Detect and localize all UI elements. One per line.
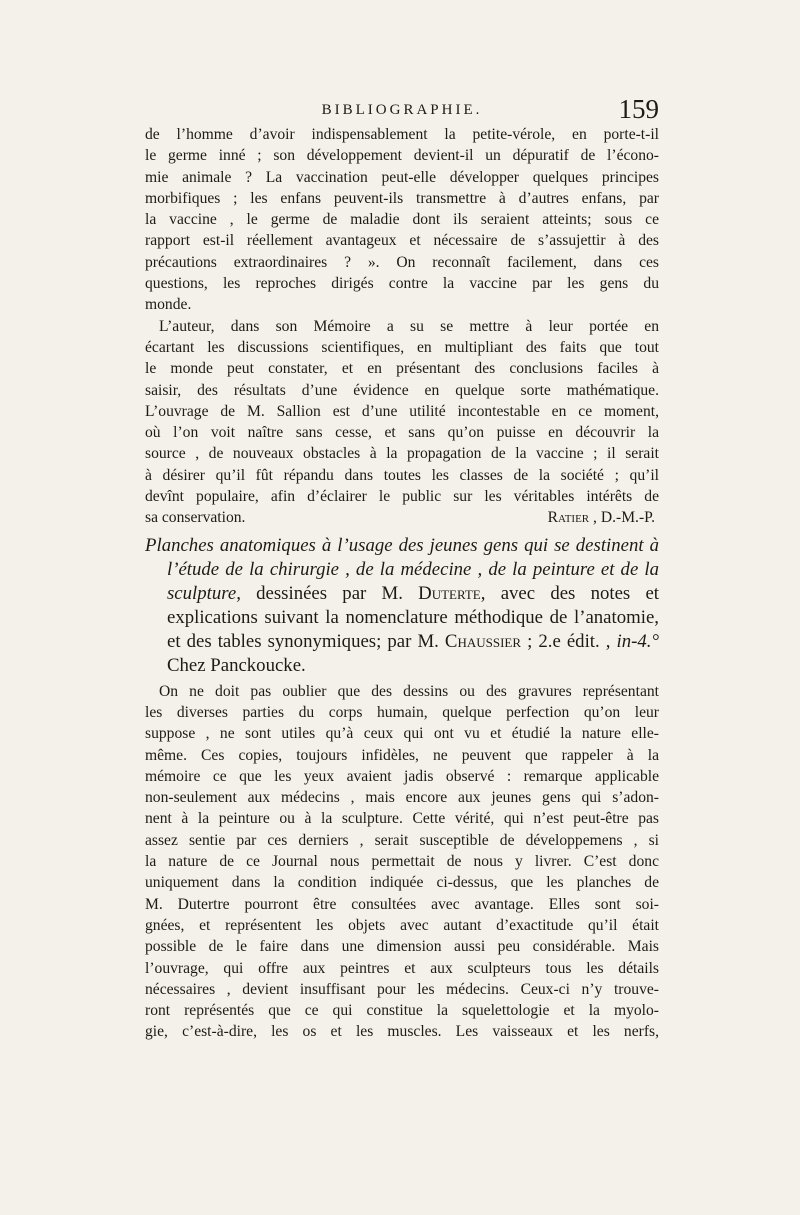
text-line: mémoire ce que les yeux avaient jadis observé : remarque applicable	[145, 767, 659, 785]
text-line: même. Ces copies, toujours infidèles, ne peuvent que rappeler à la	[145, 746, 659, 764]
text-line: précautions extraordinaires ? ». On reconnaît facilement, dans ces	[145, 253, 659, 271]
running-title: BIBLIOGRAPHIE.	[321, 102, 483, 118]
publisher-text: Chez Panckoucke.	[167, 654, 306, 676]
text-line: mie animale ? La vaccination peut-elle développer quelques principes	[145, 168, 659, 186]
book-format: in-4.°	[616, 630, 660, 652]
text-line: à désirer qu’il fût répandu dans toutes les classes de la société ; qu’il	[145, 466, 659, 484]
book-title-line: destinent à l’étude de la chirurgie , de la médecine , de	[167, 534, 659, 580]
running-head	[145, 94, 659, 126]
text-line: nent à la peinture ou à la sculpture. Cette vérité, qui n’est peut-être pas	[145, 810, 659, 828]
text-line: la vaccine , le germe de maladie dont ils seraient atteints; sous ce	[145, 211, 659, 229]
book-description: méthodique de l’anatomie, et des tables synonymiques;	[167, 606, 659, 652]
text-line: uniquement dans la condition indiquée ci-dessus, que les planches de	[145, 874, 659, 892]
text-line: suppose , ne sont utiles qu’à ceux qui ont vu et étudié la nature elle-	[145, 725, 659, 743]
text-line: L’ouvrage de M. Sallion est d’une utilité incontestable en ce moment,	[145, 402, 659, 420]
review-author	[548, 507, 659, 528]
text-line: gnées, et représentent les objets avec autant d’exactitude qu’il était	[145, 916, 659, 934]
signature-line	[145, 507, 659, 528]
text-line: nécessaires , devient insuffisant pour les médecins. Ceux-ci n’y trouve-	[145, 980, 659, 998]
paragraph-1	[145, 124, 659, 316]
book-entry-heading	[145, 534, 659, 678]
paragraph-3	[145, 681, 659, 1043]
paragraph-2	[145, 316, 659, 529]
text-line: On ne doit pas oublier que des dessins ou des gravures représentant	[159, 682, 659, 700]
text-line: les diverses parties du corps humain, quelque perfection qu’on leur	[145, 703, 659, 721]
text-line: où l’on voit naître sans cesse, et sans qu’on puisse en découvrir la	[145, 424, 659, 442]
text-block	[145, 124, 659, 1043]
text-line: source , de nouveaux obstacles à la propagation de la vaccine ; il serait	[145, 445, 659, 463]
punctuation: ,	[480, 582, 486, 604]
book-title-line: Planches anatomiques à l’usage des jeunes gens qui se	[145, 534, 570, 556]
text-line: gie, c’est-à-dire, les os et les muscles. Les vaisseaux et les nerfs,	[145, 1023, 659, 1041]
text-line: rapport est-il réellement avantageux et nécessaire de s’assujettir à des	[145, 232, 659, 250]
author-name: Ratier	[547, 509, 590, 527]
text-line: monde.	[145, 296, 192, 314]
text-line: L’auteur, dans son Mémoire a su se mettre à leur portée en	[159, 317, 659, 335]
illustrator-name: Duterte	[418, 582, 481, 604]
text-line: devînt populaire, afin d’éclairer le public sur les véritables intérêts de	[145, 488, 659, 506]
text-line: assez sentie par ces derniers , serait susceptible de développemens , si	[145, 831, 659, 849]
by-text: par M.	[387, 630, 445, 652]
book-author: Chaussier	[444, 630, 522, 652]
text-line: écartant les discussions scientifiques, en multipliant des faits que tout	[145, 338, 659, 356]
text-line: de l’homme d’avoir indispensablement la petite-vérole, en porte-t-il	[145, 126, 659, 143]
book-description: avec des notes et explications suivant la nomenclature	[167, 582, 660, 628]
text-line: M. Dutertre pourront être consultées avec avantage. Elles sont soi-	[145, 895, 659, 913]
text-line: non-seulement aux médecins , mais encore aux jeunes gens qui s’adon-	[145, 789, 659, 807]
text-line: le monde peut constater, et en présentant des conclusions faciles à	[145, 360, 659, 378]
text-line: l’ouvrage, qui offre aux peintres et aux sculpteurs tous les détails	[145, 959, 659, 977]
closing-text: sa conservation.	[145, 509, 246, 527]
text-line: possible de le faire dans une dimension aussi peu considérable. Mais	[145, 938, 659, 956]
text-line: la nature de ce Journal nous permettait de nous y livrer. C’est donc	[145, 853, 659, 871]
text-line: ront représentés que ce qui constitue la squelettologie et la myolo-	[145, 1002, 659, 1020]
text-line: questions, les reproches dirigés contre la vaccine par les gens du	[145, 275, 659, 293]
text-line: morbifiques ; les enfans peuvent-ils transmettre à d’autres enfans, par	[145, 189, 659, 207]
text-line: saisir, des résultats d’une évidence en quelque sorte mathématique.	[145, 381, 659, 399]
page-number: 159	[618, 94, 659, 124]
text-line: le germe inné ; son développement devient-il un dépuratif de l’écono-	[145, 147, 659, 165]
drawn-by-text: dessinées par M.	[240, 582, 419, 604]
edition-text: ; 2.e édit. ,	[521, 630, 617, 652]
book-title-line: la peinture et de la sculpture,	[167, 558, 660, 604]
author-credentials: , D.-M.-P.	[589, 509, 655, 527]
